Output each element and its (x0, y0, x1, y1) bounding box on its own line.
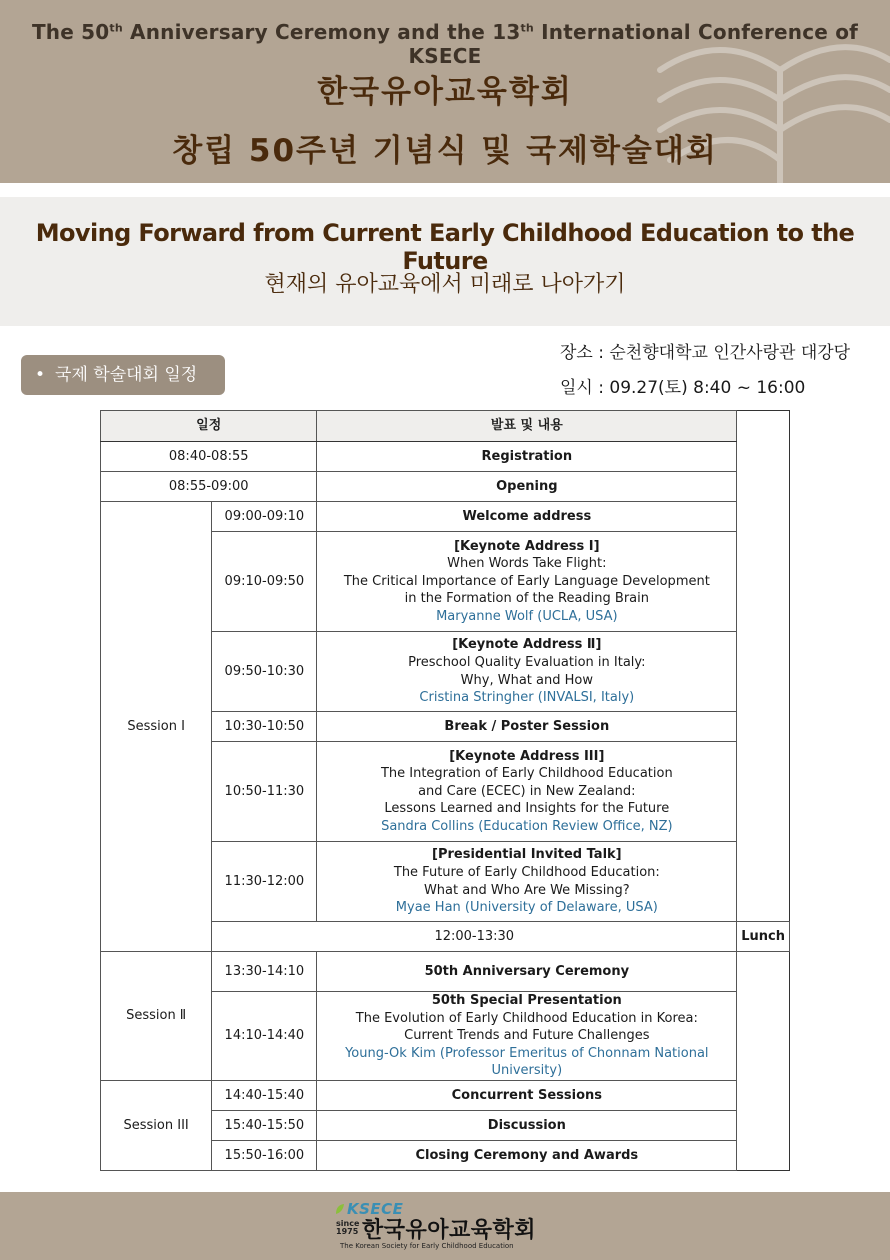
talk-line: The Evolution of Early Childhood Education in Korea: (355, 1010, 698, 1026)
date-info: 일시 : 09.27(토) 8:40 ~ 16:00 (560, 378, 806, 398)
talk-line: The Future of Early Childhood Education: (393, 864, 660, 880)
logo-subtitle: The Korean Society for Early Childhood Education (340, 1242, 514, 1250)
time-cell: 14:40-15:40 (212, 1080, 317, 1110)
content-cell (317, 532, 737, 632)
talk-line: Current Trends and Future Challenges (404, 1028, 650, 1044)
schedule-table (100, 410, 790, 1171)
talk-title: [Presidential Invited Talk] (432, 847, 622, 863)
time-cell: 15:40-15:50 (212, 1110, 317, 1140)
logo-korean: 한국유아교육학회 (362, 1218, 537, 1243)
header-schedule: 일정 (101, 411, 317, 442)
time-cell: 08:40-08:55 (101, 442, 317, 472)
content-cell (317, 992, 737, 1081)
session-label: Session Ⅰ (101, 502, 212, 952)
content-cell: Discussion (317, 1110, 737, 1140)
talk-line: The Critical Importance of Early Language Development (343, 573, 710, 589)
speaker: Young-Ok Kim (Professor Emeritus of Chonnam National University) (345, 1045, 709, 1079)
time-cell: 09:50-10:30 (212, 632, 317, 712)
venue-info: 장소 : 순천향대학교 인간사랑관 대강당 (560, 343, 851, 363)
talk-title: 50th Special Presentation (431, 993, 622, 1008)
talk-title: [Keynote Address Ⅱ] (452, 637, 602, 653)
logo-since: since 1975 (336, 1219, 360, 1236)
table-row (101, 442, 790, 472)
table-row (101, 472, 790, 502)
table-row (101, 952, 790, 992)
time-cell: 09:10-09:50 (212, 532, 317, 632)
speaker: Myae Han (University of Delaware, USA) (395, 900, 658, 916)
header-band (0, 0, 890, 183)
talk-title: [Keynote Address Ⅰ] (454, 538, 600, 554)
theme-korean: 현재의 유아교육에서 미래로 나아가기 (264, 272, 626, 297)
header-content: 발표 및 내용 (317, 411, 737, 442)
talk-line: Why, What and How (460, 672, 593, 688)
theme-english: Moving Forward from Current Early Childhood Education to the Future (35, 219, 855, 275)
schedule-section-label: • 국제 학술대회 일정 (21, 355, 225, 395)
conference-english-title: The 50th Anniversary Ceremony and the 13th International Conference of KSECE (31, 20, 859, 68)
society-korean-name: 한국유아교육학회 (317, 74, 573, 110)
session-label: Session Ⅱ (101, 952, 212, 1081)
bullet-icon: • (35, 365, 46, 385)
content-cell (317, 742, 737, 842)
talk-line: in the Formation of the Reading Brain (404, 591, 649, 607)
conference-korean-title: 창립 50주년 기념식 및 국제학술대회 (172, 133, 718, 169)
time-cell: 11:30-12:00 (212, 842, 317, 922)
content-cell: 50th Anniversary Ceremony (317, 952, 737, 992)
speaker: Sandra Collins (Education Review Office, NZ) (381, 818, 673, 834)
session-label: Session III (101, 1080, 212, 1170)
talk-title: [Keynote Address III] (449, 748, 605, 764)
content-cell: Closing Ceremony and Awards (317, 1140, 737, 1170)
speaker: Cristina Stringher (INVALSI, Italy) (419, 690, 635, 706)
time-cell: 10:50-11:30 (212, 742, 317, 842)
talk-line: What and Who Are We Missing? (423, 882, 630, 898)
time-cell: 10:30-10:50 (212, 712, 317, 742)
content-cell (317, 632, 737, 712)
content-cell (317, 842, 737, 922)
time-cell: 15:50-16:00 (212, 1140, 317, 1170)
table-header-row (101, 411, 790, 442)
content-cell: Opening (317, 472, 737, 502)
leaf-logo-icon (335, 1203, 345, 1215)
table-row (101, 502, 790, 532)
time-cell: 14:10-14:40 (212, 992, 317, 1081)
time-cell: 12:00-13:30 (212, 922, 737, 952)
talk-line: When Words Take Flight: (447, 556, 607, 572)
time-cell: 13:30-14:10 (212, 952, 317, 992)
theme-band (0, 197, 890, 326)
footer-band (0, 1192, 890, 1260)
talk-line: The Integration of Early Childhood Education (380, 766, 673, 782)
content-cell: Welcome address (317, 502, 737, 532)
speaker: Maryanne Wolf (UCLA, USA) (436, 608, 618, 624)
content-cell: Concurrent Sessions (317, 1080, 737, 1110)
talk-line: and Care (ECEC) in New Zealand: (418, 783, 636, 799)
content-cell: Lunch (737, 922, 790, 952)
time-cell: 09:00-09:10 (212, 502, 317, 532)
time-cell: 08:55-09:00 (101, 472, 317, 502)
talk-line: Lessons Learned and Insights for the Future (384, 801, 670, 817)
table-row (101, 1080, 790, 1110)
talk-line: Preschool Quality Evaluation in Italy: (408, 654, 646, 670)
logo-english: KSECE (347, 1200, 404, 1218)
content-cell: Break / Poster Session (317, 712, 737, 742)
content-cell: Registration (317, 442, 737, 472)
